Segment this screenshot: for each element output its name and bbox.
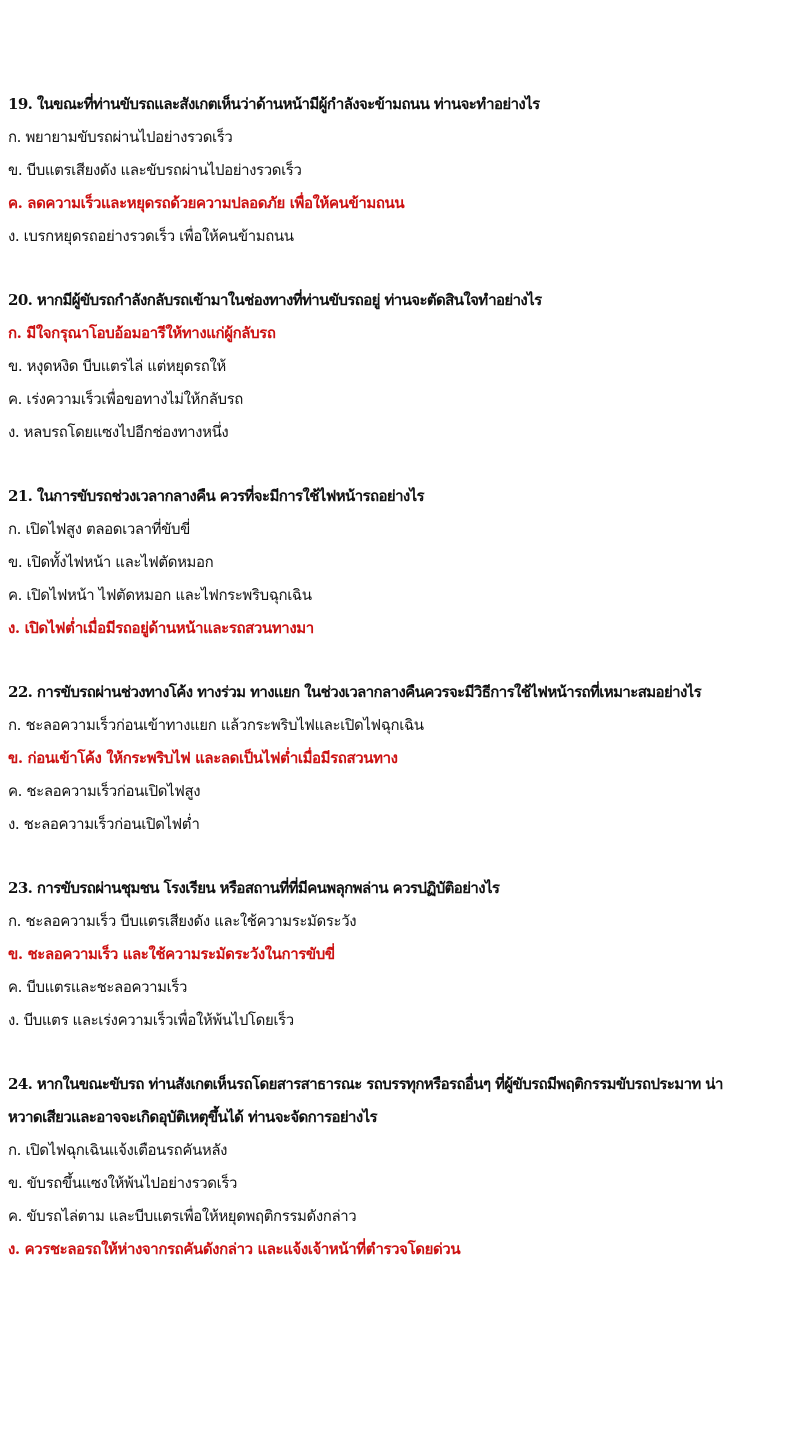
option-kho-khai <box>8 154 794 187</box>
question-body: การขับรถผ่านชุมชน โรงเรียน หรือสถานที่ที่มีคนพลุกพล่าน ควรปฏิบัติอย่างไร <box>36 879 500 897</box>
option-text: เปิดไฟต่ำเมื่อมีรถอยู่ด้านหน้าและรถสวนทางมา <box>24 619 314 637</box>
quiz-document <box>8 88 794 1297</box>
question-body: ในขณะที่ท่านขับรถและสังเกตเห็นว่าด้านหน้ามีผู้กำลังจะข้ามถนน ท่านจะทำอย่างไร <box>36 95 540 113</box>
option-label: ค. <box>8 390 23 408</box>
option-text: ชะลอความเร็วก่อนเปิดไฟสูง <box>26 782 201 800</box>
option-text: พยายามขับรถผ่านไปอย่างรวดเร็ว <box>25 128 233 146</box>
option-label: ข. <box>8 161 23 179</box>
option-label: ก. <box>8 324 22 342</box>
option-label: ค. <box>8 1207 23 1225</box>
question-body: หากมีผู้ขับรถกำลังกลับรถเข้ามาในช่องทางที่ท่านขับรถอยู่ ท่านจะตัดสินใจทำอย่างไร <box>36 291 542 309</box>
option-text: ชะลอความเร็ว และใช้ความระมัดระวังในการขับขี่ <box>27 945 335 963</box>
question-number: 23. <box>8 879 33 897</box>
option-text: เปิดไฟสูง ตลอดเวลาที่ขับขี่ <box>25 520 191 538</box>
option-ko-kai <box>8 121 794 154</box>
option-kho-khwai <box>8 775 794 808</box>
option-ko-kai <box>8 905 794 938</box>
question-text-line-2 <box>8 1101 794 1134</box>
option-label: ข. <box>8 945 23 963</box>
option-text: ขับรถขึ้นแซงให้พ้นไปอย่างรวดเร็ว <box>26 1174 237 1192</box>
option-label: ก. <box>8 716 22 734</box>
option-kho-khwai <box>8 971 794 1004</box>
question-19 <box>8 88 794 253</box>
option-ngo-ngu <box>8 416 794 449</box>
option-text: บีบแตร และเร่งความเร็วเพื่อให้พ้นไปโดยเร็ว <box>23 1011 294 1029</box>
question-number: 19. <box>8 95 33 113</box>
question-text <box>8 88 794 121</box>
question-number: 21. <box>8 487 33 505</box>
option-ko-kai <box>8 1134 794 1167</box>
question-body: ในการขับรถช่วงเวลากลางคืน ควรที่จะมีการใช้ไฟหน้ารถอย่างไร <box>36 487 425 505</box>
option-label: ง. <box>8 1011 20 1029</box>
option-label: ข. <box>8 749 23 767</box>
option-label: ก. <box>8 128 22 146</box>
question-text <box>8 480 794 513</box>
option-text: เร่งความเร็วเพื่อขอทางไม่ให้กลับรถ <box>26 390 243 408</box>
option-ngo-ngu <box>8 220 794 253</box>
option-text: ชะลอความเร็ว บีบแตรเสียงดัง และใช้ความระมัดระวัง <box>25 912 357 930</box>
option-kho-khwai <box>8 383 794 416</box>
option-ngo-ngu-correct-answer <box>8 1233 794 1266</box>
question-text <box>8 284 794 317</box>
question-text-line-1 <box>8 1068 794 1101</box>
option-label: ค. <box>8 586 23 604</box>
question-20 <box>8 284 794 449</box>
option-kho-khwai-correct-answer <box>8 187 794 220</box>
question-21 <box>8 480 794 645</box>
option-label: ก. <box>8 1141 22 1159</box>
option-text: หงุดหงิด บีบแตรไล่ แต่หยุดรถให้ <box>26 357 226 375</box>
option-ngo-ngu <box>8 808 794 841</box>
option-text: เปิดทั้งไฟหน้า และไฟตัดหมอก <box>26 553 214 571</box>
option-label: ก. <box>8 520 22 538</box>
option-text: ลดความเร็วและหยุดรถด้วยความปลอดภัย เพื่อให้คนข้ามถนน <box>27 194 405 212</box>
question-text <box>8 872 794 905</box>
option-text: ควรชะลอรถให้ห่างจากรถคันดังกล่าว และแจ้งเจ้าหน้าที่ตำรวจโดยด่วน <box>24 1240 461 1258</box>
question-body: หากในขณะขับรถ ท่านสังเกตเห็นรถโดยสารสาธารณะ รถบรรทุกหรือรถอื่นๆ ที่ผู้ขับรถมีพฤติกรรมขับรถประมาท น่า <box>36 1075 723 1093</box>
option-label: ข. <box>8 1174 23 1192</box>
option-ngo-ngu <box>8 1004 794 1037</box>
option-ko-kai <box>8 513 794 546</box>
option-text: ก่อนเข้าโค้ง ให้กระพริบไฟ และลดเป็นไฟต่ำเมื่อมีรถสวนทาง <box>27 749 398 767</box>
option-label: ค. <box>8 782 23 800</box>
option-text: บีบแตรและชะลอความเร็ว <box>26 978 188 996</box>
question-number: 24. <box>8 1075 33 1093</box>
option-text: เปิดไฟฉุกเฉินแจ้งเตือนรถคันหลัง <box>25 1141 228 1159</box>
option-kho-khai <box>8 350 794 383</box>
option-label: ค. <box>8 978 23 996</box>
question-number: 20. <box>8 291 33 309</box>
option-text: ชะลอความเร็วก่อนเปิดไฟต่ำ <box>23 815 200 833</box>
option-ko-kai-correct-answer <box>8 317 794 350</box>
option-ko-kai <box>8 709 794 742</box>
option-label: ก. <box>8 912 22 930</box>
question-body: การขับรถผ่านช่วงทางโค้ง ทางร่วม ทางแยก ในช่วงเวลากลางคืนควรจะมีวิธีการใช้ไฟหน้ารถที่เหมาะสมอย่างไร <box>36 683 702 701</box>
question-24 <box>8 1068 794 1266</box>
question-body-continued: หวาดเสียวและอาจจะเกิดอุบัติเหตุขึ้นได้ ท่านจะจัดการอย่างไร <box>8 1108 377 1126</box>
option-text: เบรกหยุดรถอย่างรวดเร็ว เพื่อให้คนข้ามถนน <box>23 227 294 245</box>
option-text: เปิดไฟหน้า ไฟตัดหมอก และไฟกระพริบฉุกเฉิน <box>26 586 312 604</box>
question-text <box>8 676 794 709</box>
option-text: ชะลอความเร็วก่อนเข้าทางแยก แล้วกระพริบไฟและเปิดไฟฉุกเฉิน <box>25 716 424 734</box>
question-22 <box>8 676 794 841</box>
option-label: ง. <box>8 815 20 833</box>
option-kho-khai-correct-answer <box>8 742 794 775</box>
option-label: ง. <box>8 423 20 441</box>
option-kho-khai <box>8 546 794 579</box>
option-kho-khwai <box>8 579 794 612</box>
option-label: ง. <box>8 1240 20 1258</box>
option-label: ข. <box>8 553 23 571</box>
option-text: หลบรถโดยแซงไปอีกช่องทางหนึ่ง <box>23 423 229 441</box>
option-label: ข. <box>8 357 23 375</box>
option-kho-khwai <box>8 1200 794 1233</box>
option-label: ง. <box>8 227 20 245</box>
option-kho-khai-correct-answer <box>8 938 794 971</box>
question-23 <box>8 872 794 1037</box>
option-text: ขับรถไล่ตาม และบีบแตรเพื่อให้หยุดพฤติกรรมดังกล่าว <box>26 1207 357 1225</box>
option-text: บีบแตรเสียงดัง และขับรถผ่านไปอย่างรวดเร็ว <box>26 161 302 179</box>
option-label: ค. <box>8 194 23 212</box>
option-text: มีใจกรุณาโอบอ้อมอารีให้ทางแก่ผู้กลับรถ <box>26 324 276 342</box>
option-label: ง. <box>8 619 20 637</box>
option-ngo-ngu-correct-answer <box>8 612 794 645</box>
question-number: 22. <box>8 683 33 701</box>
option-kho-khai <box>8 1167 794 1200</box>
